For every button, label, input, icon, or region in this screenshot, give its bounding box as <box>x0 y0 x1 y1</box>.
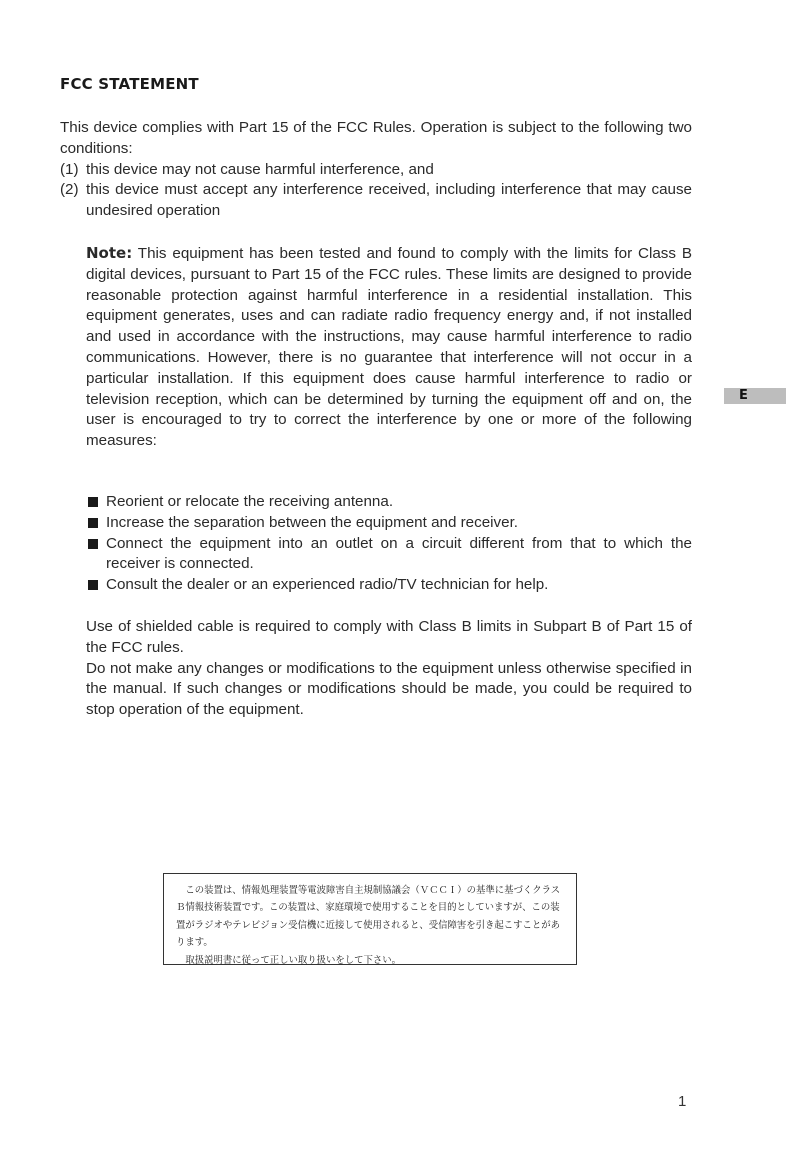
square-bullet-icon <box>88 539 98 549</box>
note-text: This equipment has been tested and found to comply with the limits for Class B digital devices, pursuant to Part 15 of the FCC rules. These limits are designed to provide reasonable protection against harmful interference in a residential installation. This equipment generates, uses and can radiate radio frequency energy and, if not installed and used in accordance with the instructions, may cause harmful interference to radio communications. However, there is no guarantee that interference will not occur in a particular installation. If this equipment does cause harmful interference to radio or television reception, which can be determined by turning the equipment off and on, the user is encouraged to try to correct the interference by one or more of the following measures: <box>86 245 692 450</box>
note-paragraph <box>86 243 692 452</box>
condition-number: (2) <box>60 181 79 199</box>
page-title: FCC STATEMENT <box>60 75 199 93</box>
page-number: 1 <box>678 1093 687 1110</box>
condition-text: this device must accept any interference received, including interference that may cause undesired operation <box>86 181 692 220</box>
measures-list <box>86 492 692 596</box>
list-item <box>86 492 692 513</box>
closing-paragraph: Do not make any changes or modifications to the equipment unless otherwise specified in the manual. If such changes or modifications should be made, you could be required to stop operation of the equipment. <box>86 659 692 719</box>
list-item <box>86 575 692 596</box>
condition-number: (1) <box>60 160 79 178</box>
list-item <box>86 513 692 534</box>
square-bullet-icon <box>88 497 98 507</box>
measure-text: Connect the equipment into an outlet on a circuit different from that to which the receiver is connected. <box>106 534 692 573</box>
closing-paragraph: Use of shielded cable is required to comply with Class B limits in Subpart B of Part 15 of the FCC rules. <box>86 618 692 656</box>
condition-item <box>60 180 692 222</box>
note-label: Note: <box>86 244 133 262</box>
language-tab: E <box>724 388 786 404</box>
list-item <box>86 534 692 576</box>
square-bullet-icon <box>88 580 98 590</box>
measure-text: Reorient or relocate the receiving antenna. <box>106 493 394 510</box>
vcci-notice-box <box>163 873 577 965</box>
square-bullet-icon <box>88 518 98 528</box>
note-section <box>86 243 692 452</box>
vcci-paragraph: この装置は、情報処理装置等電波障害自主規制協議会（ＶＣＣＩ）の基準に基づくクラスＢ情報技術装置です。この装置は、家庭環境で使用することを目的としていますが、この装置がラジオやテレビジョン受信機に近接して使用されると、受信障害を引き起こすことがあります。 <box>176 885 561 949</box>
condition-text: this device may not cause harmful interference, and <box>86 160 434 178</box>
measure-text: Increase the separation between the equipment and receiver. <box>106 513 519 531</box>
intro-paragraph: This device complies with Part 15 of the FCC Rules. Operation is subject to the following two conditions: <box>60 119 692 157</box>
intro-section <box>60 118 692 222</box>
measure-text: Consult the dealer or an experienced radio/TV technician for help. <box>106 576 549 594</box>
vcci-paragraph: 取扱説明書に従って正しい取り扱いをして下さい。 <box>176 954 402 966</box>
condition-item <box>60 160 692 181</box>
closing-section <box>86 617 692 721</box>
